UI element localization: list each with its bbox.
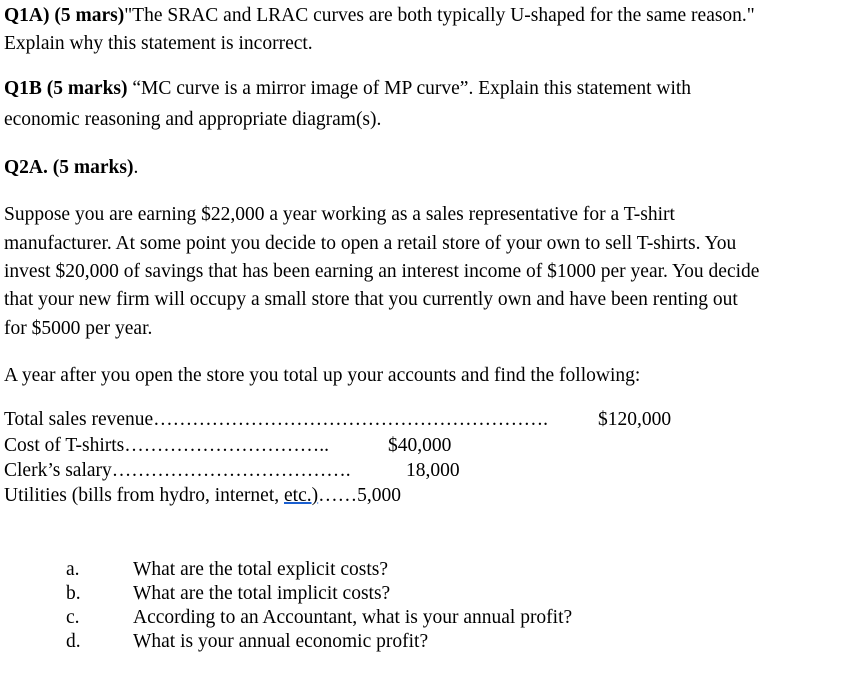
scenario-line-2: manufacturer. At some point you decide to open a retail store of your own to sell T-shirts. You xyxy=(4,233,737,254)
tshirts-value: $40,000 xyxy=(388,435,452,456)
revenue-label: Total sales revenue……………………………………………………. xyxy=(4,409,549,430)
utilities-label: Utilities (bills from hydro, internet, xyxy=(4,485,284,506)
q1a-line-1 xyxy=(4,4,755,28)
scenario-line-3: invest $20,000 of savings that has been earning an interest income of $1000 per year. You decide xyxy=(4,261,760,282)
q1a-heading: Q1A) (5 mars) xyxy=(4,5,125,26)
clerk-value: 18,000 xyxy=(406,460,460,481)
clerk-label: Clerk’s salary………………………………. xyxy=(4,460,351,481)
question-text-a: What are the total explicit costs? xyxy=(133,559,389,580)
question-letter-c: c. xyxy=(66,607,80,628)
scenario-line-4: that your new firm will occupy a small store that you currently own and have been renting out xyxy=(4,289,738,310)
accounts-intro: A year after you open the store you total up your accounts and find the following: xyxy=(4,365,641,386)
question-letter-b: b. xyxy=(66,583,81,604)
q2a-heading-line xyxy=(4,156,138,180)
question-text-c: According to an Accountant, what is your annual profit? xyxy=(133,607,573,628)
q2a-heading-suffix: . xyxy=(133,157,139,178)
tshirts-label: Cost of T-shirts………………………….. xyxy=(4,435,330,456)
question-text-d: What is your annual economic profit? xyxy=(133,631,429,652)
q1b-line-1 xyxy=(4,77,691,101)
question-text-b: What are the total implicit costs? xyxy=(133,583,391,604)
q1b-line-2: economic reasoning and appropriate diagram(s). xyxy=(4,109,382,130)
scenario-line-5: for $5000 per year. xyxy=(4,318,153,339)
question-letter-a: a. xyxy=(66,559,80,580)
scenario-line-1: Suppose you are earning $22,000 a year working as a sales representative for a T-shirt xyxy=(4,204,675,225)
q1a-statement: "The SRAC and LRAC curves are both typically U-shaped for the same reason." xyxy=(124,5,755,26)
q1b-heading: Q1B (5 marks) xyxy=(4,78,128,99)
account-row-clerk xyxy=(4,460,504,482)
account-row-tshirts xyxy=(4,435,504,457)
question-letter-d: d. xyxy=(66,631,81,652)
utilities-value: 5,000 xyxy=(357,485,401,506)
q2a-heading: Q2A. (5 marks) xyxy=(4,157,134,178)
q1b-statement: “MC curve is a mirror image of MP curve”. Explain this statement with xyxy=(127,78,692,99)
account-row-utilities xyxy=(4,485,504,507)
revenue-value: $120,000 xyxy=(598,409,672,430)
utilities-dots: …… xyxy=(318,485,358,506)
q1a-line-2: Explain why this statement is incorrect. xyxy=(4,33,313,54)
account-row-revenue xyxy=(4,409,704,431)
utilities-etc: etc.) xyxy=(284,485,319,506)
